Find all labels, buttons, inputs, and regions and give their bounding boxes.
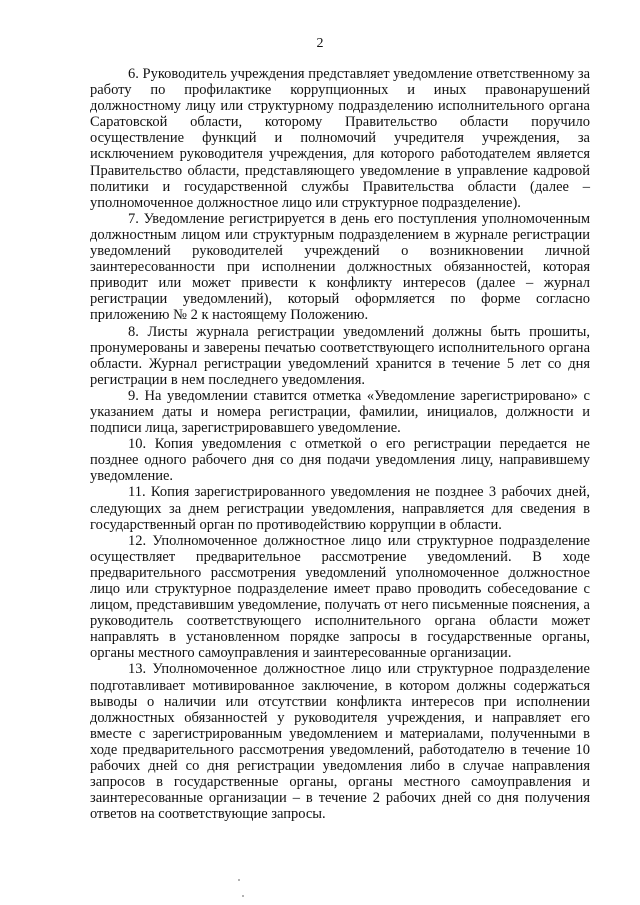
document-body — [90, 66, 590, 822]
paragraph-7: 7. Уведомление регистрируется в день его поступления уполномоченным должностным лицом или структурным подразделением в журнале регистрации уведомлений руководителей учреждений о возникновении личной заинтересованности при исполнении должностных обязанностей, которая приводит или может привести к конфликту интересов (далее – журнал регистрации уведомлений), который оформляется по форме согласно приложению № 2 к настоящему Положению. — [90, 210, 590, 324]
paragraph-13: 13. Уполномоченное должностное лицо или структурное подразделение подготавливает мотивированное заключение, в котором должны содержаться выводы о наличии или отсутствии конфликта интересов при исполнении должностных обязанностей у руководителя учреждения, и направляет его вместе с зарегистрированным уведомлением и материалами, полученными в ходе предварительного рассмотрения уведомлений, работодателю в течение 10 рабочих дней со дня регистрации уведомления либо в случае направления запросов в государственные органы, органы местного самоуправления и заинтересованные организации – в течение 2 рабочих дней со дня получения ответов на соответствующие запросы. — [90, 661, 590, 823]
scan-speck — [238, 879, 240, 881]
paragraph-6: 6. Руководитель учреждения представляет уведомление ответственному за работу по профилактике коррупционных и иных правонарушений должностному лицу или структурному подразделению исполнительного органа Саратовской области, которому Правительство области поручило осуществление функций и полномочий учредителя учреждения, за исключением руководителя учреждения, для которого работодателем является Правительство области, представляющего уведомление в управление кадровой политики и государственной службы Правительства области (далее – уполномоченное должностное лицо или структурное подразделение). — [90, 66, 591, 211]
paragraph-11: 11. Копия зарегистрированного уведомления не позднее 3 рабочих дней, следующих за днем регистрации уведомления, направляется для сведения в государственный орган по противодействию коррупции в области. — [90, 484, 590, 533]
paragraph-8: 8. Листы журнала регистрации уведомлений должны быть прошиты, пронумерованы и заверены печатью соответствующего исполнительного органа области. Журнал регистрации уведомлений хранится в течение 5 лет со дня регистрации в нем последнего уведомления. — [90, 323, 590, 388]
paragraph-10: 10. Копия уведомления с отметкой о его регистрации передается не позднее одного рабочего дня со дня подачи уведомления лицу, направившему уведомление. — [90, 436, 590, 485]
scan-speck — [242, 895, 244, 897]
page-number: 2 — [316, 36, 324, 51]
paragraph-12: 12. Уполномоченное должностное лицо или структурное подразделение осуществляет предварительное рассмотрение уведомлений. В ходе предварительного рассмотрения уведомлений уполномоченное должностное лицо или структурное подразделение имеет право проводить собеседование с лицом, представившим уведомление, получать от него письменные пояснения, а руководитель соответствующего исполнительного органа области может направлять в установленном порядке запросы в государственные органы, органы местного самоуправления и заинтересованные организации. — [90, 532, 590, 662]
paragraph-9: 9. На уведомлении ставится отметка «Уведомление зарегистрировано» с указанием даты и номера регистрации, фамилии, инициалов, должности и подписи лица, зарегистрировавшего уведомление. — [90, 387, 590, 437]
